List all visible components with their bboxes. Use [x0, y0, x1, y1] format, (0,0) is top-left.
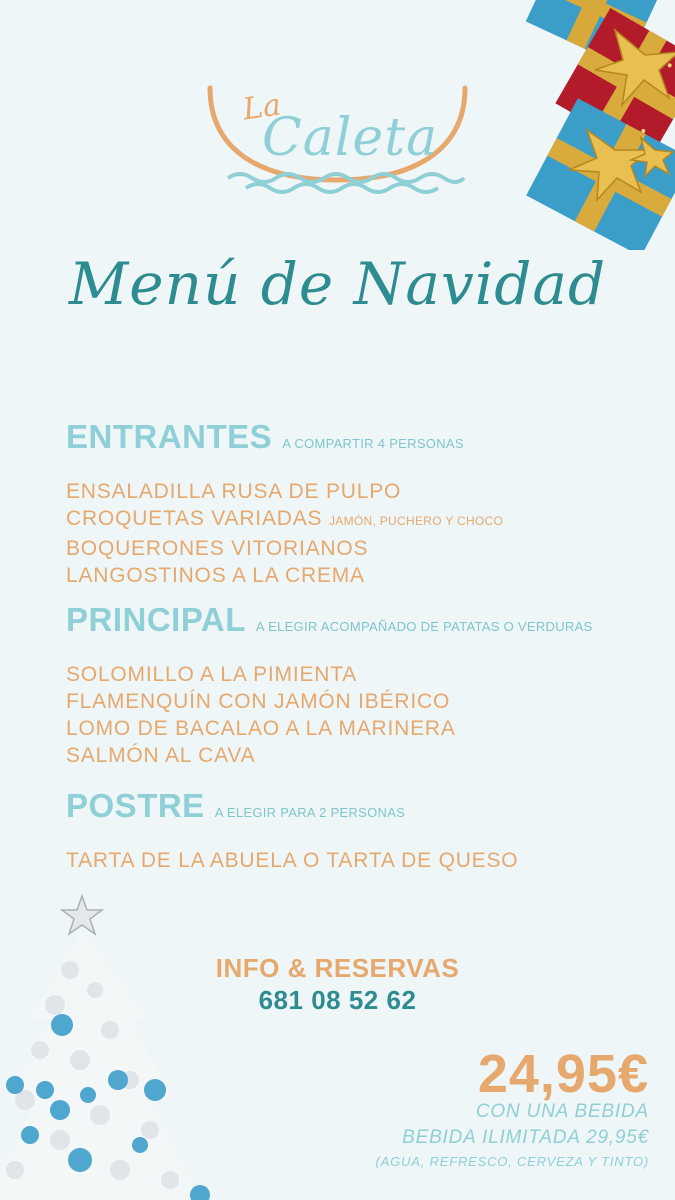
star-icon [62, 896, 102, 934]
menu-item-text: ENSALADILLA RUSA DE PULPO [66, 480, 402, 503]
price-line-1: CON UNA BEBIDA [475, 1101, 649, 1122]
section-title: PRINCIPAL [66, 601, 246, 638]
menu-item [66, 715, 593, 742]
menu-item [66, 847, 518, 874]
price-line-2: BEBIDA ILIMITADA 29,95€ [402, 1127, 649, 1148]
menu-item [66, 535, 503, 562]
logo-text-caleta: Caleta [262, 108, 439, 168]
price: 24,95€ [477, 1044, 649, 1104]
section-note: A ELEGIR PARA 2 PERSONAS [214, 805, 406, 820]
section-principal [66, 601, 593, 769]
menu-item [66, 505, 503, 535]
menu-item [66, 688, 593, 715]
menu-item-note: JAMÓN, PUCHERO Y CHOCO [328, 514, 504, 528]
section-entrantes [66, 418, 503, 589]
christmas-tree-icon [0, 890, 220, 1200]
menu-item-text: FLAMENQUÍN CON JAMÓN IBÉRICO [66, 690, 451, 713]
section-title: ENTRANTES [66, 418, 273, 455]
page-title: Menú de Navidad [68, 250, 607, 318]
menu-item-text: LOMO DE BACALAO A LA MARINERA [66, 717, 456, 740]
section-items [66, 847, 518, 874]
section-items [66, 661, 593, 769]
section-header [66, 787, 518, 825]
info-title: INFO & RESERVAS [215, 953, 460, 983]
menu-item [66, 562, 503, 589]
gift-boxes-icon [495, 0, 675, 250]
menu-item-text: BOQUERONES VITORIANOS [66, 537, 369, 560]
menu-item [66, 478, 503, 505]
section-items [66, 478, 503, 589]
section-header [66, 418, 503, 456]
phone-number[interactable]: 681 08 52 62 [258, 985, 417, 1015]
menu-item-text: LANGOSTINOS A LA CREMA [66, 564, 365, 587]
menu-item-text: SOLOMILLO A LA PIMIENTA [66, 663, 358, 686]
menu-item [66, 742, 593, 769]
logo-text-la: La [240, 87, 284, 128]
section-header [66, 601, 593, 639]
menu-item-text: CROQUETAS VARIADAS [66, 507, 323, 530]
section-title: POSTRE [66, 787, 205, 824]
menu-item-text: TARTA DE LA ABUELA O TARTA DE QUESO [66, 849, 519, 872]
price-line-3: (AGUA, REFRESCO, CERVEZA Y TINTO) [375, 1154, 649, 1169]
section-postre [66, 787, 518, 874]
menu-item [66, 661, 593, 688]
menu-item-text: SALMÓN AL CAVA [66, 744, 256, 767]
section-note: A COMPARTIR 4 PERSONAS [282, 436, 464, 451]
section-note: A ELEGIR ACOMPAÑADO DE PATATAS O VERDURAS [255, 619, 593, 634]
